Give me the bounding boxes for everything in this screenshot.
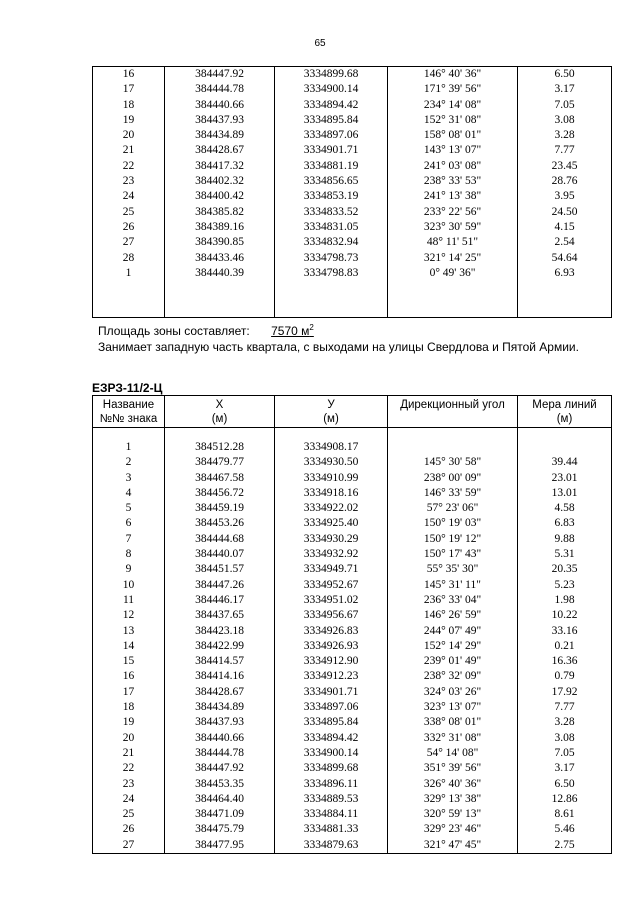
x-coordinate: 384456.72	[165, 486, 275, 501]
header-y: У (м)	[275, 396, 388, 428]
x-coordinate: 384423.18	[165, 624, 275, 639]
point-number: 5	[93, 501, 165, 516]
line-length: 5.31	[518, 547, 612, 562]
point-number: 23	[93, 174, 165, 189]
line-length: 7.05	[518, 98, 612, 113]
point-number: 27	[93, 235, 165, 250]
bearing-angle: 329° 23' 46"	[388, 822, 518, 837]
line-length: 3.08	[518, 113, 612, 128]
line-length: 7.05	[518, 746, 612, 761]
point-number: 19	[93, 113, 165, 128]
header-x: Х (м)	[165, 396, 275, 428]
line-length: 17.92	[518, 685, 612, 700]
point-number: 2	[93, 455, 165, 470]
point-number: 28	[93, 251, 165, 266]
point-number: 12	[93, 608, 165, 623]
spacer-row	[93, 281, 612, 318]
x-coordinate: 384447.26	[165, 578, 275, 593]
point-number: 20	[93, 128, 165, 143]
bearing-angle: 351° 39' 56"	[388, 761, 518, 776]
point-number: 20	[93, 731, 165, 746]
point-number: 27	[93, 838, 165, 854]
table-row	[93, 251, 612, 266]
x-coordinate: 384444.68	[165, 532, 275, 547]
point-number: 23	[93, 777, 165, 792]
table-row	[93, 746, 612, 761]
x-coordinate: 384451.57	[165, 562, 275, 577]
line-length: 4.58	[518, 501, 612, 516]
table-row	[93, 608, 612, 623]
bearing-angle: 158° 08' 01"	[388, 128, 518, 143]
header-bearing: Дирекционный угол	[388, 396, 518, 428]
line-length: 2.54	[518, 235, 612, 250]
zone-identifier: ЕЗРЗ-11/2-Ц	[92, 381, 163, 395]
point-number: 6	[93, 516, 165, 531]
y-coordinate: 3334912.23	[275, 669, 388, 684]
x-coordinate: 384440.39	[165, 266, 275, 281]
line-length: 23.01	[518, 471, 612, 486]
y-coordinate: 3334798.73	[275, 251, 388, 266]
y-coordinate: 3334901.71	[275, 685, 388, 700]
bearing-angle: 323° 13' 07"	[388, 700, 518, 715]
point-number: 8	[93, 547, 165, 562]
point-number: 15	[93, 654, 165, 669]
bearing-angle: 323° 30' 59"	[388, 220, 518, 235]
bearing-angle	[388, 440, 518, 455]
point-number: 21	[93, 143, 165, 158]
point-number: 25	[93, 807, 165, 822]
line-length: 2.75	[518, 838, 612, 854]
y-coordinate: 3334908.17	[275, 440, 388, 455]
y-coordinate: 3334832.94	[275, 235, 388, 250]
table-row	[93, 822, 612, 837]
x-coordinate: 384453.26	[165, 516, 275, 531]
line-length: 3.08	[518, 731, 612, 746]
table-row	[93, 731, 612, 746]
table-row	[93, 67, 612, 83]
y-coordinate: 3334930.29	[275, 532, 388, 547]
line-length: 3.28	[518, 715, 612, 730]
line-length: 12.86	[518, 792, 612, 807]
y-coordinate: 3334896.11	[275, 777, 388, 792]
point-number: 24	[93, 189, 165, 204]
x-coordinate: 384414.57	[165, 654, 275, 669]
x-coordinate: 384437.93	[165, 715, 275, 730]
bearing-angle: 338° 08' 01"	[388, 715, 518, 730]
x-coordinate: 384477.95	[165, 838, 275, 854]
bearing-angle: 233° 22' 56"	[388, 205, 518, 220]
point-number: 25	[93, 205, 165, 220]
x-coordinate: 384417.32	[165, 159, 275, 174]
y-coordinate: 3334881.19	[275, 159, 388, 174]
y-coordinate: 3334899.68	[275, 67, 388, 83]
table-row	[93, 685, 612, 700]
table-row	[93, 174, 612, 189]
table-row	[93, 532, 612, 547]
point-number: 9	[93, 562, 165, 577]
x-coordinate: 384464.40	[165, 792, 275, 807]
table-row	[93, 669, 612, 684]
header-length: Мера линий (м)	[518, 396, 612, 428]
table-row	[93, 82, 612, 97]
bearing-angle: 150° 19' 12"	[388, 532, 518, 547]
table-row	[93, 501, 612, 516]
y-coordinate: 3334833.52	[275, 205, 388, 220]
line-length: 16.36	[518, 654, 612, 669]
zone-area-block	[98, 320, 579, 355]
x-coordinate: 384447.92	[165, 67, 275, 83]
y-coordinate: 3334853.19	[275, 189, 388, 204]
point-number: 16	[93, 67, 165, 83]
table-row	[93, 624, 612, 639]
bearing-angle: 145° 31' 11"	[388, 578, 518, 593]
line-length: 6.93	[518, 266, 612, 281]
point-number: 26	[93, 220, 165, 235]
table-row	[93, 593, 612, 608]
y-coordinate: 3334894.42	[275, 98, 388, 113]
x-coordinate: 384400.42	[165, 189, 275, 204]
line-length: 28.76	[518, 174, 612, 189]
bearing-angle: 321° 47' 45"	[388, 838, 518, 854]
table-row	[93, 143, 612, 158]
table-row	[93, 761, 612, 776]
line-length: 4.15	[518, 220, 612, 235]
x-coordinate: 384444.78	[165, 82, 275, 97]
table-header-row	[93, 396, 612, 428]
y-coordinate: 3334901.71	[275, 143, 388, 158]
table-row	[93, 113, 612, 128]
bearing-angle: 57° 23' 06"	[388, 501, 518, 516]
bearing-angle: 146° 33' 59"	[388, 486, 518, 501]
point-number: 7	[93, 532, 165, 547]
bearing-angle: 54° 14' 08"	[388, 746, 518, 761]
point-number: 26	[93, 822, 165, 837]
line-length: 0.21	[518, 639, 612, 654]
point-number: 13	[93, 624, 165, 639]
table-row	[93, 654, 612, 669]
bearing-angle: 48° 11' 51"	[388, 235, 518, 250]
y-coordinate: 3334932.92	[275, 547, 388, 562]
line-length: 9.88	[518, 532, 612, 547]
y-coordinate: 3334912.90	[275, 654, 388, 669]
x-coordinate: 384414.16	[165, 669, 275, 684]
line-length: 8.61	[518, 807, 612, 822]
table-row	[93, 98, 612, 113]
table-row	[93, 471, 612, 486]
y-coordinate: 3334897.06	[275, 128, 388, 143]
x-coordinate: 384433.46	[165, 251, 275, 266]
y-coordinate: 3334881.33	[275, 822, 388, 837]
line-length: 5.46	[518, 822, 612, 837]
table-row	[93, 220, 612, 235]
point-number: 24	[93, 792, 165, 807]
x-coordinate: 384437.65	[165, 608, 275, 623]
bearing-angle: 146° 26' 59"	[388, 608, 518, 623]
x-coordinate: 384467.58	[165, 471, 275, 486]
line-length: 5.23	[518, 578, 612, 593]
bearing-angle: 321° 14' 25"	[388, 251, 518, 266]
y-coordinate: 3334889.53	[275, 792, 388, 807]
point-number: 1	[93, 440, 165, 455]
point-number: 16	[93, 669, 165, 684]
line-length: 0.79	[518, 669, 612, 684]
line-length: 39.44	[518, 455, 612, 470]
bearing-angle: 236° 33' 04"	[388, 593, 518, 608]
table-row	[93, 547, 612, 562]
bearing-angle: 171° 39' 56"	[388, 82, 518, 97]
bearing-angle: 145° 30' 58"	[388, 455, 518, 470]
coordinates-table	[92, 395, 612, 854]
table-row	[93, 159, 612, 174]
x-coordinate: 384444.78	[165, 746, 275, 761]
x-coordinate: 384453.35	[165, 777, 275, 792]
bearing-angle: 55° 35' 30"	[388, 562, 518, 577]
table-row	[93, 486, 612, 501]
y-coordinate: 3334922.02	[275, 501, 388, 516]
spacer-row	[93, 428, 612, 441]
bearing-angle: 241° 03' 08"	[388, 159, 518, 174]
line-length: 7.77	[518, 700, 612, 715]
bearing-angle: 143° 13' 07"	[388, 143, 518, 158]
area-description: Занимает западную часть квартала, с выходами на улицы Свердлова и Пятой Армии.	[98, 340, 579, 354]
header-point-name: Название №№ знака	[93, 396, 165, 428]
table-row	[93, 455, 612, 470]
bearing-angle: 238° 00' 09"	[388, 471, 518, 486]
line-length: 3.17	[518, 761, 612, 776]
bearing-angle: 324° 03' 26"	[388, 685, 518, 700]
line-length: 33.16	[518, 624, 612, 639]
line-length: 1.98	[518, 593, 612, 608]
line-length: 3.28	[518, 128, 612, 143]
table-row	[93, 266, 612, 281]
line-length: 7.77	[518, 143, 612, 158]
point-number: 17	[93, 685, 165, 700]
line-length: 10.22	[518, 608, 612, 623]
table-row	[93, 700, 612, 715]
x-coordinate: 384440.66	[165, 98, 275, 113]
bearing-angle: 326° 40' 36"	[388, 777, 518, 792]
y-coordinate: 3334798.83	[275, 266, 388, 281]
y-coordinate: 3334952.67	[275, 578, 388, 593]
bearing-angle: 146° 40' 36"	[388, 67, 518, 83]
x-coordinate: 384385.82	[165, 205, 275, 220]
y-coordinate: 3334926.93	[275, 639, 388, 654]
line-length: 3.95	[518, 189, 612, 204]
y-coordinate: 3334925.40	[275, 516, 388, 531]
table-row	[93, 516, 612, 531]
x-coordinate: 384446.17	[165, 593, 275, 608]
point-number: 21	[93, 746, 165, 761]
y-coordinate: 3334900.14	[275, 746, 388, 761]
line-length: 3.17	[518, 82, 612, 97]
x-coordinate: 384471.09	[165, 807, 275, 822]
y-coordinate: 3334951.02	[275, 593, 388, 608]
area-label: Площадь зоны составляет:	[98, 324, 250, 338]
bearing-angle: 329° 13' 38"	[388, 792, 518, 807]
table-row	[93, 205, 612, 220]
page-number: 65	[314, 38, 326, 49]
x-coordinate: 384402.32	[165, 174, 275, 189]
line-length: 24.50	[518, 205, 612, 220]
point-number: 3	[93, 471, 165, 486]
table-row	[93, 189, 612, 204]
line-length	[518, 440, 612, 455]
point-number: 18	[93, 700, 165, 715]
line-length: 6.50	[518, 777, 612, 792]
bearing-angle: 150° 17' 43"	[388, 547, 518, 562]
table-row	[93, 838, 612, 854]
x-coordinate: 384434.89	[165, 700, 275, 715]
point-number: 11	[93, 593, 165, 608]
line-length: 54.64	[518, 251, 612, 266]
table-row	[93, 639, 612, 654]
y-coordinate: 3334895.84	[275, 113, 388, 128]
point-number: 17	[93, 82, 165, 97]
bearing-angle: 332° 31' 08"	[388, 731, 518, 746]
x-coordinate: 384475.79	[165, 822, 275, 837]
y-coordinate: 3334926.83	[275, 624, 388, 639]
x-coordinate: 384479.77	[165, 455, 275, 470]
point-number: 10	[93, 578, 165, 593]
y-coordinate: 3334884.11	[275, 807, 388, 822]
y-coordinate: 3334894.42	[275, 731, 388, 746]
y-coordinate: 3334930.50	[275, 455, 388, 470]
x-coordinate: 384428.67	[165, 685, 275, 700]
table-row	[93, 715, 612, 730]
bearing-angle: 238° 33' 53"	[388, 174, 518, 189]
bearing-angle: 244° 07' 49"	[388, 624, 518, 639]
point-number: 4	[93, 486, 165, 501]
y-coordinate: 3334899.68	[275, 761, 388, 776]
y-coordinate: 3334831.05	[275, 220, 388, 235]
bearing-angle: 152° 31' 08"	[388, 113, 518, 128]
y-coordinate: 3334897.06	[275, 700, 388, 715]
x-coordinate: 384512.28	[165, 440, 275, 455]
point-number: 19	[93, 715, 165, 730]
x-coordinate: 384422.99	[165, 639, 275, 654]
bearing-angle: 152° 14' 29"	[388, 639, 518, 654]
table-row	[93, 128, 612, 143]
table-row	[93, 777, 612, 792]
x-coordinate: 384390.85	[165, 235, 275, 250]
y-coordinate: 3334856.65	[275, 174, 388, 189]
line-length: 6.50	[518, 67, 612, 83]
x-coordinate: 384428.67	[165, 143, 275, 158]
y-coordinate: 3334900.14	[275, 82, 388, 97]
x-coordinate: 384440.07	[165, 547, 275, 562]
table-row	[93, 235, 612, 250]
y-coordinate: 3334956.67	[275, 608, 388, 623]
area-value: 7570 $м^2$	[271, 323, 314, 338]
point-number: 22	[93, 761, 165, 776]
table-row	[93, 807, 612, 822]
point-number: 14	[93, 639, 165, 654]
y-coordinate: 3334918.16	[275, 486, 388, 501]
point-number: 18	[93, 98, 165, 113]
bearing-angle: 150° 19' 03"	[388, 516, 518, 531]
x-coordinate: 384437.93	[165, 113, 275, 128]
line-length: 13.01	[518, 486, 612, 501]
point-number: 1	[93, 266, 165, 281]
point-number: 22	[93, 159, 165, 174]
x-coordinate: 384440.66	[165, 731, 275, 746]
x-coordinate: 384459.19	[165, 501, 275, 516]
line-length: 6.83	[518, 516, 612, 531]
line-length: 23.45	[518, 159, 612, 174]
x-coordinate: 384447.92	[165, 761, 275, 776]
table-row	[93, 440, 612, 455]
y-coordinate: 3334910.99	[275, 471, 388, 486]
bearing-angle: 241° 13' 38"	[388, 189, 518, 204]
bearing-angle: 239° 01' 49"	[388, 654, 518, 669]
y-coordinate: 3334949.71	[275, 562, 388, 577]
bearing-angle: 320° 59' 13"	[388, 807, 518, 822]
table-row	[93, 792, 612, 807]
table-row	[93, 578, 612, 593]
bearing-angle: 0° 49' 36"	[388, 266, 518, 281]
x-coordinate: 384389.16	[165, 220, 275, 235]
bearing-angle: 238° 32' 09"	[388, 669, 518, 684]
coordinates-table-continued	[92, 66, 612, 318]
y-coordinate: 3334879.63	[275, 838, 388, 854]
bearing-angle: 234° 14' 08"	[388, 98, 518, 113]
x-coordinate: 384434.89	[165, 128, 275, 143]
line-length: 20.35	[518, 562, 612, 577]
y-coordinate: 3334895.84	[275, 715, 388, 730]
table-row	[93, 562, 612, 577]
